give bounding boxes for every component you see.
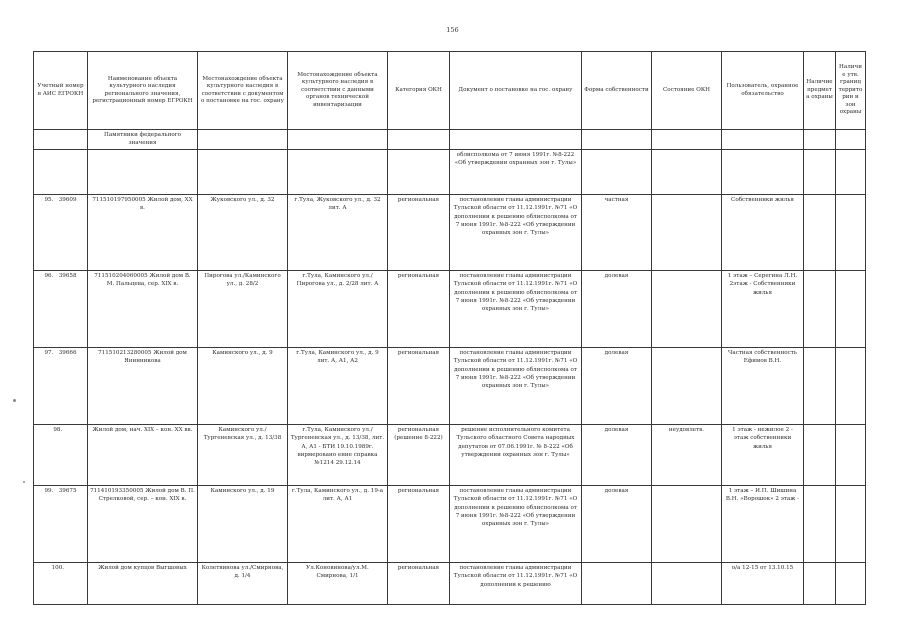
scan-mark xyxy=(23,481,25,483)
ais-id: 39658 xyxy=(58,272,77,279)
cell-ais-number xyxy=(34,485,88,562)
col-location-doc: Местонахождение объекта культурного наследия в соответствии с документом о постановке на гос. охрану xyxy=(198,52,288,130)
col-location-bti: Местонахождение объекта культурного наследия в соответствии с данными органов технической инвентаризации xyxy=(288,52,388,130)
cell-location-bti: г.Тула, Каминского ул./ Тургеневская ул., д. 13/38, лит. А, А1 - БТИ 19.10.1989г. вирмеровано ение справка №1214 29.12.14 xyxy=(288,424,388,485)
table-row xyxy=(34,149,866,194)
cell-subject xyxy=(804,347,836,424)
cell-object-name: 711510204060005 Жилой дом В. М. Пальцева, сер. XIX в. xyxy=(88,270,198,347)
cell-user: 1 этаж - нежилое 2 - этаж собственники жилья xyxy=(722,424,804,485)
cell-subject xyxy=(804,270,836,347)
cell-object-name: Жилой дом купцов Выгшовых xyxy=(88,562,198,604)
cell-ownership: долевая xyxy=(582,424,652,485)
table-header-row xyxy=(34,52,866,130)
row-number: 95. xyxy=(44,196,54,203)
col-ais-number: Учетный номер в АИС ЕГРОКН xyxy=(34,52,88,130)
col-user-obligation: Пользователь, охранное обязательство xyxy=(722,52,804,130)
cell-location-doc: Каминского ул./ Тургеневская ул., д. 13/38 xyxy=(198,424,288,485)
col-object-name: Наименование объекта культурного наследия регионального значения, регистрационный номер ЕГРОКН xyxy=(88,52,198,130)
cell-location-bti: г.Тула, Жуковского ул., д. 32 лит. А xyxy=(288,194,388,270)
cell-state xyxy=(652,485,722,562)
col-category: Категория ОКН xyxy=(388,52,450,130)
ais-id: 39609 xyxy=(58,196,77,203)
cell-object-name: 711510213280005 Жилой дом Янинникова xyxy=(88,347,198,424)
cell-location-doc: Пирогова ул./Каминского ул., д. 28/2 xyxy=(198,270,288,347)
cell-ownership xyxy=(582,562,652,604)
row-number: 96. xyxy=(44,272,54,279)
cell-ais-number xyxy=(34,347,88,424)
ais-id: 39666 xyxy=(58,349,77,356)
cell-object-name: Жилой дом, нач. XIX – кон. XX вв. xyxy=(88,424,198,485)
cell-document: постановление главы администрации Тульской области от 11.12.1991г. №71 «О дополнении к решению облисполкома от 7 июня 1991г. №8-222 «Об утверждении охранных зон г. Тулы» xyxy=(450,347,582,424)
cell-state xyxy=(652,270,722,347)
cell-document: постановление главы администрации Тульской области от 11.12.1991г. №71 «О дополнении к решению облисполкома от 7 июня 1991г. №8-222 «Об утверждении охранных зон г. Тулы» xyxy=(450,270,582,347)
cell-location-doc: Каминского ул., д. 9 xyxy=(198,347,288,424)
row-number: 99. xyxy=(44,487,54,494)
cell-ownership: долевая xyxy=(582,485,652,562)
cell-subject xyxy=(804,424,836,485)
cell-category: региональная xyxy=(388,562,450,604)
cell-document: постановление главы администрации Тульской области от 11.12.1991г. №71 «О дополнении к решению xyxy=(450,562,582,604)
cell-location-bti: г.Тула, Каминского ул./ Пирогова ул., д. 2/28 лит. А xyxy=(288,270,388,347)
page-number: 156 xyxy=(446,26,459,34)
cell-category: региональная xyxy=(388,485,450,562)
cell-document: постановление главы администрации Тульской области от 11.12.1991г. №71 «О дополнении к решению облисполкома от 7 июня 1991г. №8-222 «Об утверждении охранных зон г. Тулы» xyxy=(450,194,582,270)
cell-category: региональная (решение 8-222) xyxy=(388,424,450,485)
row-number: 97. xyxy=(44,349,54,356)
col-protection-document: Документ о постановке на гос. охрану xyxy=(450,52,582,130)
cell-borders xyxy=(836,424,866,485)
cell-document: постановление главы администрации Тульской области от 11.12.1991г. №71 «О дополнении к решению облисполкома от 7 июня 1991г. №8-222 «Об утверждении охранных зон г. Тулы» xyxy=(450,485,582,562)
cell-ais-number xyxy=(34,270,88,347)
col-state: Состояние ОКН xyxy=(652,52,722,130)
cell-state xyxy=(652,194,722,270)
cell-user: 1 этаж – Серегина Л.Н. 2этаж - Собственники жилья xyxy=(722,270,804,347)
table-row xyxy=(34,347,866,424)
cell-borders xyxy=(836,270,866,347)
cell-user: Частная собственность Ефимов В.Н. xyxy=(722,347,804,424)
table-row xyxy=(34,424,866,485)
cell-ownership: частная xyxy=(582,194,652,270)
cell-state xyxy=(652,347,722,424)
cell-user: 1 этаж – И.П. Шишина В.Н. «Ворошок» 2 этаж - xyxy=(722,485,804,562)
cell-document: решение исполнительного комитета Тульского областного Совета народных депутатов от 07.06.1991г. № 8-222 «Об утверждении охранных зон г. Тулы» xyxy=(450,424,582,485)
cell-ais-number xyxy=(34,194,88,270)
cell-state xyxy=(652,562,722,604)
col-borders: Наличие утв. границ территории и зон охраны xyxy=(836,52,866,130)
row-number: 100. xyxy=(51,564,65,571)
cell-ownership: долевая xyxy=(582,347,652,424)
cell-category: региональная xyxy=(388,347,450,424)
cell-subject xyxy=(804,485,836,562)
cell-borders xyxy=(836,347,866,424)
cell-location-doc: Жуковского ул., д. 32 xyxy=(198,194,288,270)
cell-location-doc: Колетвинова ул./Смирнова, д. 1/4 xyxy=(198,562,288,604)
table-row xyxy=(34,562,866,604)
cell-borders xyxy=(836,485,866,562)
row-number: 98. xyxy=(53,426,63,433)
cell-object-name: 711510197950005 Жилой дом, XX в. xyxy=(88,194,198,270)
cell-object-name: 711410193350005 Жилой дом В. П. Стрелковой, сер. – кон. XIX в. xyxy=(88,485,198,562)
cell-location-doc: Каминского ул., д. 19 xyxy=(198,485,288,562)
cell-ais-number xyxy=(34,562,88,604)
table-row xyxy=(34,194,866,270)
cell-user: Собственники жилья xyxy=(722,194,804,270)
section-label: Памятники федерального значения xyxy=(88,130,198,150)
cell-ais-number xyxy=(34,424,88,485)
cell-location-bti: Ул.Коновинова/ул.М. Смирнова, 1/1 xyxy=(288,562,388,604)
cell-document: облисполкома от 7 июня 1991г. №8-222 «Об утверждении охранных зон г. Тулы» xyxy=(450,149,582,194)
cell-subject xyxy=(804,562,836,604)
col-protection-subject: Наличие предмета охраны xyxy=(804,52,836,130)
cell-location-bti: г.Тула, Каминского ул., д. 19-а лит. А, А1 xyxy=(288,485,388,562)
heritage-objects-table xyxy=(33,51,866,605)
cell-ownership: долевая xyxy=(582,270,652,347)
cell-category: региональная xyxy=(388,194,450,270)
cell-borders xyxy=(836,562,866,604)
ais-id: 39675 xyxy=(58,487,77,494)
subheader-row xyxy=(34,130,866,150)
cell-category: региональная xyxy=(388,270,450,347)
cell-borders xyxy=(836,194,866,270)
cell-user: о/а 12-15 от 13.10.15 xyxy=(722,562,804,604)
col-ownership: Форма собственности xyxy=(582,52,652,130)
cell-location-bti: г.Тула, Каминского ул., д. 9 лит. А, А1, А2 xyxy=(288,347,388,424)
binding-hole-mark xyxy=(13,399,16,402)
cell-subject xyxy=(804,194,836,270)
table-row xyxy=(34,270,866,347)
cell-state: неудовлетв. xyxy=(652,424,722,485)
table-row xyxy=(34,485,866,562)
